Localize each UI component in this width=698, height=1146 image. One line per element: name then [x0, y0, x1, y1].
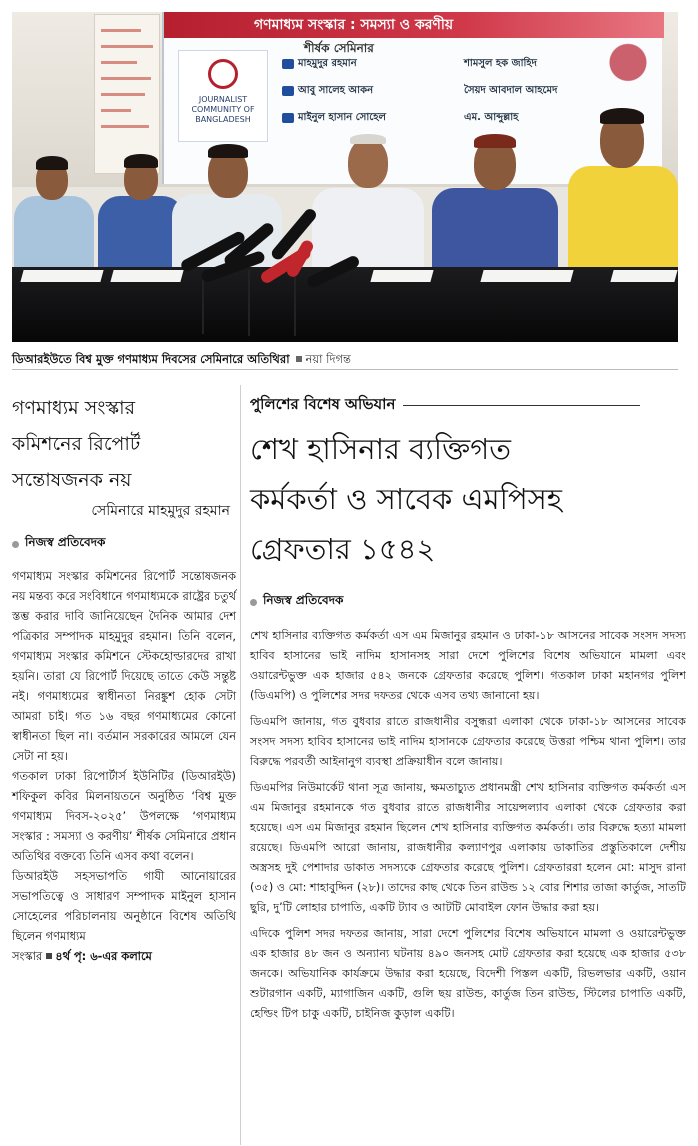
- panelist: [432, 130, 558, 274]
- paragraph: ডিএমপির নিউমার্কেট থানা সূত্র জানায়, ক্ষমতাচ্যুত প্রধানমন্ত্রী শেখ হাসিনার ব্যক্তিগত কর্মকর্তা এস এম মিজানুর রহমানকে গত বুধবার রাতে রাজধানীর সায়েন্সল্যাব এলাকা থেকে গ্রেফতার করা হয়েছে। এস এম মিজানুর রহমান ছিলেন শেখ হাসিনার ব্যক্তিগত কর্মকর্তা। তার বিরুদ্ধে হত্যা মামলা রয়েছে। ডিএমপি আরো জানায়, রাজধানীর কল্যাণপুর এলাকায় ডাকাতির প্রস্তুতিকালে দেশীয় অস্ত্রসহ দুই পেশাদার ডাকাত সদস্যকে গ্রেফতার করেছে পুলিশ। গ্রেফতাররা হলেন মো: মাসুদ রানা (৩৫) ও মো: শাহাবুদ্দিন (২৮)। তাদের কাছ থেকে তিন রাউন্ড ১২ বোর শিশার তাজা কার্তুজ, সাতটি ছুরি, দু’টি লোহার চাপাতি, একটি ট্যাব ও আটটি মোবাইল ফোন উদ্ধার করা হয়।: [250, 781, 686, 914]
- jump-reference: ৪র্থ পৃ: ৬-এর কলামে: [55, 949, 152, 963]
- news-photo: [12, 12, 678, 342]
- right-byline: নিজস্ব প্রতিবেদক: [250, 592, 686, 612]
- photo-source: নয়া দিগন্ত: [305, 352, 351, 366]
- banner-subtitle: শীর্ষক সেমিনার: [304, 41, 374, 55]
- left-byline: নিজস্ব প্রতিবেদক: [12, 534, 236, 554]
- banner-name: শামসুল হক জাহিদ: [464, 58, 537, 69]
- left-headline: গণমাধ্যম সংস্কার কমিশনের রিপোর্ট সন্তোষজনক নয়: [12, 397, 141, 491]
- logo-emblem-icon: [208, 59, 238, 89]
- kicker-rule: [403, 405, 640, 407]
- panelist: [568, 104, 678, 274]
- paragraph: ডিএমপি জানায়, গত বুধবার রাতে রাজধানীর বসুন্ধরা এলাকা থেকে ঢাকা-১৮ আসনের সাবেক সংসদ সদস্য হাবিব হাসানের ভাই নাদিম হাসানকে গ্রেফতার করেছে উত্তরা পশ্চিম থানা পুলিশ। তার বিরুদ্ধে পরবর্তী আইনানুগ ব্যবস্থা প্রক্রিয়াধীন বলে জানায়।: [250, 715, 686, 768]
- left-subhead: সেমিনারে মাহমুদুর রহমান: [91, 503, 230, 519]
- panelist: [312, 130, 424, 274]
- left-article: [12, 390, 236, 966]
- column-divider: [240, 385, 241, 1145]
- paragraph: গতকাল ঢাকা রিপোর্টার্স ইউনিটির (ডিআরইউ) শফিকুল কবির মিলনায়তনে অনুষ্ঠিত ‘বিশ্ব মুক্ত গণমাধ্যম দিবস-২০২৫’ উপলক্ষে ‘গণমাধ্যম সংস্কার : সমস্যা ও করণীয়’ শীর্ষক সেমিনারে প্রধান অতিথির বক্তব্যে তিনি এসব কথা বলেন।: [12, 769, 236, 863]
- paragraph: ডিআরইউ সহসভাপতি গাযী আনোয়ারের সভাপতিত্বে ও সাধারণ সম্পাদক মাইনুল হাসান সোহেলের পরিচালনায় অনুষ্ঠানে বিশেষ অতিথি ছিলেন গণমাধ্যম: [12, 869, 236, 943]
- banner-illustration-icon: [586, 28, 656, 114]
- bullet-icon: [12, 541, 19, 548]
- kicker: পুলিশের বিশেষ অভিযান: [250, 393, 686, 418]
- panelist: [14, 152, 94, 272]
- bullet-icon: [250, 599, 257, 606]
- right-headline: শেখ হাসিনার ব্যক্তিগত কর্মকর্তা ও সাবেক এমপিসহ গ্রেফতার ১৫৪২: [250, 432, 563, 566]
- right-article-body: [250, 626, 686, 1024]
- continuation-line: সংস্কার ৪র্থ পৃ: ৬-এর কলামে: [12, 949, 152, 963]
- square-bullet-icon: [46, 953, 52, 959]
- banner-logo: JOURNALIST COMMUNITY OF BANGLADESH: [178, 50, 268, 142]
- paragraph: এদিকে পুলিশ সদর দফতর জানায়, সারা দেশে পুলিশের বিশেষ অভিযানে মামলা ও ওয়ারেন্টভুক্ত এক হাজার ৪৮ জন ও অন্যান্য ঘটনায় ৪৯০ জনসহ মোট গ্রেফতার করা হয়েছে এক হাজার ৫৩৮ জনকে। অভিযানিক কার্যক্রমে উদ্ধার করা হয়েছে, বিদেশী পিস্তল একটি, রিভলভার একটি, ওয়ান শুটারগান একটি, ম্যাগাজিন একটি, গুলি ছয় রাউন্ড, কার্তুজ তিন রাউন্ড, স্টিলের চাপাতি একটি, হেল্ডিং টিপ চাকু একটি, চাইনিজ কুড়াল একটি।: [250, 927, 686, 1020]
- paragraph: শেখ হাসিনার ব্যক্তিগত কর্মকর্তা এস এম মিজানুর রহমান ও ঢাকা-১৮ আসনের সাবেক সংসদ সদস্য হাবিব হাসানের ভাই নাদিম হাসানসহ সারা দেশে পুলিশের বিশেষ অভিযানে মামলা এবং ওয়ারেন্টভুক্ত এক হাজার ৫৪২ জনকে গ্রেফতার করেছে পুলিশ। গতকাল ঢাকা মহানগর পুলিশ (ডিএমপি) ও পুলিশের সদর দফতর থেকে এসব তথ্য জানানো হয়।: [250, 629, 686, 702]
- left-article-body: [12, 566, 236, 946]
- banner-title: গণমাধ্যম সংস্কার : সমস্যা ও করণীয়: [164, 12, 664, 38]
- photo-caption: ডিআরইউতে বিশ্ব মুক্ত গণমাধ্যম দিবসের সেমিনারে অতিথিরা নয়া দিগন্ত: [12, 348, 678, 370]
- banner-name: মাহমুদুর রহমান: [298, 58, 357, 69]
- right-article: [250, 393, 686, 1024]
- banner-name: এম. আব্দুল্লাহ: [464, 112, 519, 123]
- square-bullet-icon: [296, 356, 302, 362]
- banner-name: আবু সালেহ আকন: [298, 85, 374, 96]
- banner-name: সৈয়দ আবদাল আহমেদ: [464, 85, 558, 96]
- paragraph: গণমাধ্যম সংস্কার কমিশনের রিপোর্ট সন্তোষজনক নয় মন্তব্য করে সংবিধানে গণমাধ্যমকে রাষ্ট্রের চতুর্থ স্তম্ভ করার দাবি জানিয়েছেন দৈনিক আমার দেশ পত্রিকার সম্পাদক মাহমুদুর রহমান। তিনি বলেন, গণমাধ্যম সংস্কার কমিশনে স্টেকহোল্ডারদের রাখা হয়নি। তারা যে রিপোর্ট দিয়েছে তাতে কেউ সন্তুষ্ট নই। গণমাধ্যমের স্বাধীনতা নিরঙ্কুশ হোক সেটা আমরা চাই। গত ১৬ বছর গণমাধ্যমের কোনো স্বাধীনতা ছিল না। বর্তমান সরকারের আমলে যেন সেটা না হয়।: [12, 569, 236, 763]
- banner-name: মাইনুল হাসান সোহেল: [298, 112, 386, 123]
